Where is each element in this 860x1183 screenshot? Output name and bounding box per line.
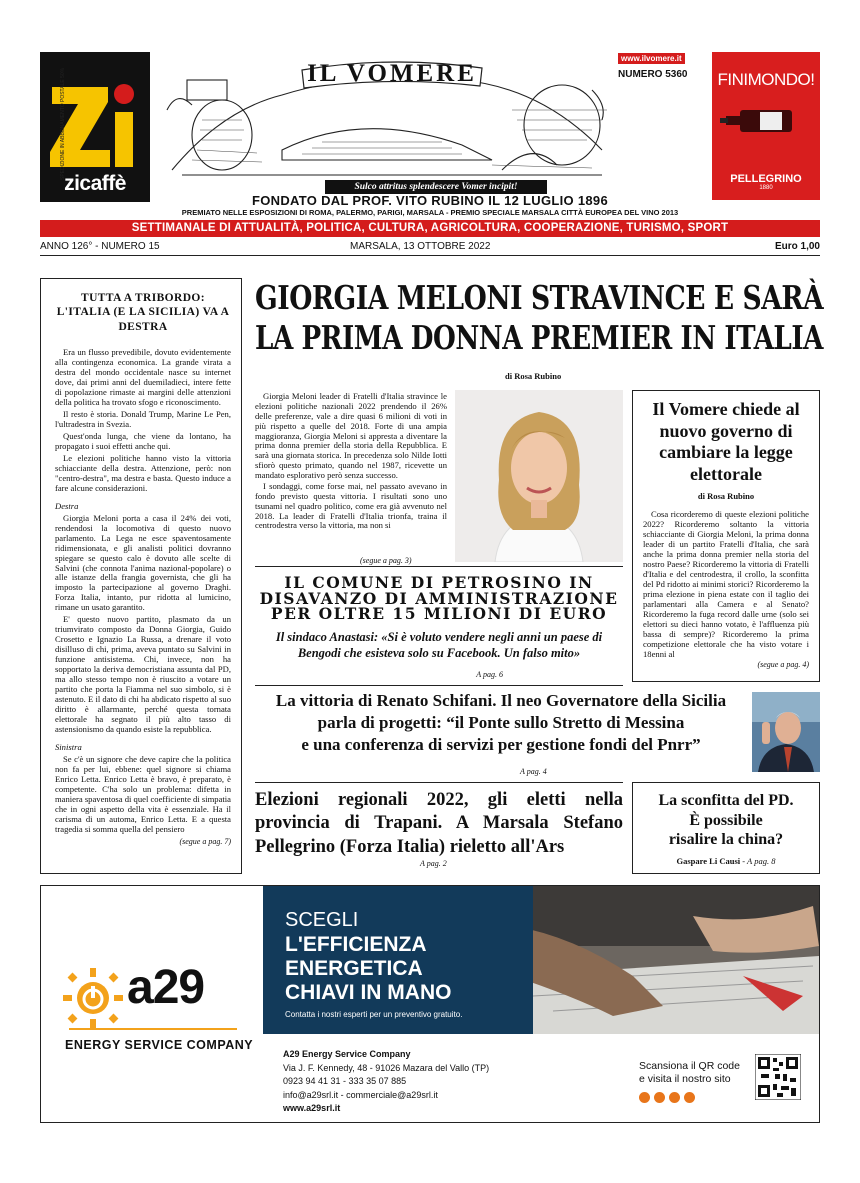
a29-brand: a29 — [127, 961, 205, 1014]
a29-tagline: ENERGY SERVICE COMPANY — [65, 1038, 254, 1052]
editorial-paragraph: E' questo nuovo partito, plasmato da un triumvirato composto da Donna Giorgia, Guido Crosetto e Ignazio La Russa, a drenare il voto disilluso di chi, prima, aveva puntato su Salvini in funzione antisistema. Chi, invece, non ha sopportato la deriva democristiana assunta dal PD, ma allo stesso tempo non è riuscito a votare un partito che porta la Fiamma nel suo simbolo, si è astenuto. E il dato di chi ha abdicato rispetto al suo diritto è allarmante, perché questa tornata elettorale ha segnato il più alto tasso di astensionismo da quando esiste la repubblica. — [55, 614, 231, 734]
zicaffe-ad[interactable] — [40, 52, 150, 202]
sidebox-text: Cosa ricorderemo di queste elezioni politiche 2022? Ricorderemo soltanto la vittoria schiacciante di Giorgia Meloni, la prima donna leader di un partito Fratelli d'Italia, che sarà anche la prima donna premier nella storia del nostro Paese? Ricorderemo la vittoria di Fratelli d'Italia e del centrodestra, il crollo, la sconfitta del Pd ridotto ai minimi storici? Ricorderemo la prima elezione in piena estate con il taglio dei parlamentari alla Camera e al Senato? Ricorderemo la fuga record dalle urne (solo sei elettori su dieci hanno votato, è l'affluenza più bassa di sempre)? Ricorderemo la prima competizione elettorale che ha visto votare i 18enni al — [643, 509, 809, 659]
contact-block — [283, 1048, 489, 1116]
wine-bottle-icon — [712, 90, 820, 160]
editorial-paragraph: Quest'onda lunga, che viene da lontano, ha propagato i suoi effetti anche qui. — [55, 430, 231, 451]
headline-line: GIORGIA MELONI STRAVINCE E SARÀ — [255, 278, 824, 317]
editorial-subhead: Destra — [55, 500, 79, 511]
petrosino-title-line: DISAVANZO DI AMMINISTRAZIONE — [259, 588, 619, 608]
lead-article — [255, 392, 447, 532]
editorial-continue[interactable]: (segue a pag. 7) — [179, 836, 231, 846]
editorial-column — [40, 278, 242, 874]
pd-author: Gaspare Li Causi — [676, 855, 741, 866]
awards-line: PREMIATO NELLE ESPOSIZIONI DI ROMA, PALERMO, PARIGI, MARSALA - PREMIO SPECIALE MARSALA CITTÀ EUROPEA DEL VINO 2013 — [181, 208, 679, 217]
qr-code-icon[interactable] — [755, 1054, 801, 1100]
qr-text: e visita il nostro sito — [639, 1073, 731, 1086]
petrosino-title-line: IL COMUNE DI PETROSINO IN — [284, 573, 594, 592]
subtitle-band: SETTIMANALE DI ATTUALITÀ, POLITICA, CULTURA, AGRICOLTURA, COOPERAZIONE, TURISMO, SPORT — [40, 220, 820, 237]
a29-advertisement[interactable] — [40, 885, 820, 1123]
pd-title-line: La sconfitta del PD. — [658, 792, 794, 809]
schifani-line: parla di progetti: “il Ponte sullo Stretto di Messina — [317, 712, 685, 732]
price: Euro 1,00 — [774, 241, 820, 252]
schifani-headline — [255, 690, 747, 755]
issue-info — [618, 48, 708, 80]
company-address: Via J. F. Kennedy, 48 - 91026 Mazara del Vallo (TP) — [283, 1062, 490, 1073]
petrosino-page-ref[interactable]: A pag. 6 — [476, 670, 503, 680]
petrosino-article — [255, 566, 623, 686]
issue-date: MARSALA, 13 OTTOBRE 2022 — [350, 241, 491, 252]
petrosino-subtitle: Il sindaco Anastasi: «Si è voluto vendere negli anni un paese di Bengodi che esisteva solo su Facebook. Un falso mito» — [275, 629, 603, 661]
pd-page-ref[interactable]: - A pag. 8 — [742, 855, 776, 866]
a29-banner — [263, 886, 819, 1034]
motto-banner: Sulco attritus splendescere Vomer incipit! — [325, 180, 547, 194]
a29-contacts — [263, 1034, 819, 1122]
schifani-line: e una conferenza di servizi per gestione fondi del Pnrr” — [301, 734, 701, 754]
editorial-paragraph: Il resto è storia. Donald Trump, Marine Le Pen, l'ultradestra in Svezia. — [55, 408, 231, 429]
a29-logo-area — [41, 886, 263, 1122]
sidebox-electoral-law — [632, 390, 820, 682]
pd-title-line: È possibile — [689, 811, 763, 829]
editorial-paragraph: Se c'è un signore che deve capire che la politica non fa per lui, ebbene: quel signore si chiama Enrico Letta. Enrico Letta è bravo, è preparato, è competente. C'ha solo un problema: difetta in maniera spaventosa di quel coefficiente di simpatia che in ogni aspetto della vita è essenziale. Ha il carisma di un automa, Enrico Letta. E a questa tragedia si somma quella del pensiero — [55, 753, 231, 834]
issue-info-line — [40, 240, 820, 256]
spedizione-text: SPEDIZIONE IN ABBONAMENTO POSTALE 50% — [60, 67, 66, 180]
power-sun-icon — [63, 968, 123, 1028]
elezioni-page-ref[interactable]: A pag. 2 — [420, 859, 447, 868]
lead-paragraph: Giorgia Meloni leader di Fratelli d'Italia stravince le elezioni politiche nazionali 2022 prendendo il 26% delle preferenze, vale a dire quasi 6 milioni di voti in più rispetto a quelle del 2018. Forte di una ampia maggioranza, Giorgia Meloni si appresta a diventare la prima donna premier della storia della Repubblica. E sarà una giornata storica. In precedenza solo Nilde Iotti sfiorò questo primato, quando nel 1987, ricevette un mandato esplorativo però senza successo. — [255, 391, 447, 480]
pd-article-box — [632, 782, 820, 874]
editorial-subhead: Sinistra — [55, 741, 82, 752]
website-label[interactable]: www.ilvomere.it — [618, 53, 685, 64]
editorial-paragraph: Le elezioni politiche hanno visto la vittoria schiacciante della destra. Attenzione, però: non "centro-destra", ma destra e basta. Questo induce a fare alcune considerazioni. — [55, 452, 231, 493]
qr-text: Scansiona il QR code — [639, 1060, 740, 1072]
company-website[interactable]: www.a29srl.it — [283, 1103, 341, 1113]
masthead-title: IL VOMERE — [307, 60, 477, 87]
whatsapp-icon[interactable] — [684, 1092, 695, 1103]
schifani-photo — [752, 692, 820, 772]
company-email[interactable]: info@a29srl.it - commerciale@a29srl.it — [283, 1089, 438, 1100]
finimondo-headline: FINIMONDO! — [717, 70, 815, 89]
a29-underline — [69, 1028, 237, 1030]
ad-headline-line: CHIAVI IN MANO — [285, 981, 452, 1005]
pd-title-line: risalire la china? — [668, 831, 784, 849]
zicaffe-brand: zicaffè — [64, 172, 126, 195]
pellegrino-year: 1880 — [759, 185, 773, 191]
meloni-photo — [455, 390, 623, 562]
lead-byline: di Rosa Rubino — [505, 371, 562, 381]
pellegrino-ad[interactable] — [712, 52, 820, 200]
social-icons — [639, 1092, 695, 1103]
pellegrino-brand: PELLEGRINO — [730, 173, 802, 185]
issue-number: NUMERO 5360 — [618, 69, 688, 80]
masthead-illustration — [162, 50, 612, 195]
lead-paragraph: I sondaggi, come forse mai, nel passato avevano in fondo previsto questa vittoria. I risultati sono uno tsunami nel quadro politico, come era già avvenuto nel 2018. La leader di Fratelli d'Italia trionfa, traina il centrodestra verso la vittoria, ma non si — [255, 480, 447, 531]
sidebox-title: Il Vomere chiede al nuovo governo di cambiare la legge elettorale — [652, 399, 800, 484]
anno-numero: ANNO 126° - NUMERO 15 — [40, 241, 160, 252]
headline-line: LA PRIMA DONNA PREMIER IN ITALIA — [255, 317, 824, 357]
schifani-page-ref[interactable]: A pag. 4 — [520, 767, 547, 776]
instagram-icon[interactable] — [654, 1092, 665, 1103]
ad-headline-1: SCEGLI — [285, 909, 359, 931]
linkedin-icon[interactable] — [669, 1092, 680, 1103]
petrosino-title-line: PER OLTRE 15 MILIONI DI EURO — [270, 604, 608, 623]
lead-continue[interactable]: (segue a pag. 3) — [360, 556, 412, 565]
company-phone[interactable]: 0923 94 41 31 - 333 35 07 885 — [283, 1076, 407, 1086]
lead-headline — [255, 278, 823, 357]
elezioni-headline: Elezioni regionali 2022, gli eletti nella provincia di Trapani. A Marsala Stefano Pellegrino (Forza Italia) rieletto all'Ars — [255, 782, 623, 874]
ad-headline-block — [285, 933, 451, 1005]
ad-headline-line: L'EFFICIENZA — [285, 933, 427, 956]
editorial-paragraph: Era un flusso prevedibile, dovuto evidentemente alla contingenza economica. La grande virata a destra del mondo occidentale nasce su internet dove, dai primi anni del duemiladieci, intere fette di popolazione rimaste ai margini delle attenzioni della politica ha trovato sfogo e riconoscimento. — [55, 347, 231, 407]
editorial-paragraph: Giorgia Meloni porta a casa il 24% dei voti, rendendosi la locomotiva di questo nuovo parlamento. La Lega ne esce spaventosamente ridimensionata, e gli analisti politici dovranno spiegare se questo calo è dovuto alle scelte di Salvini (che connota l'anima nazional-popolare) o alle istanze della frangia governista, che gli ha imposto la partecipazione al governo Draghi. Forza Italia, intanto, pur ridotta al lumicino, rimane un usato garantito. — [55, 512, 231, 613]
company-name: A29 Energy Service Company — [283, 1049, 411, 1059]
sidebox-continue[interactable]: (segue a pag. 4) — [757, 659, 809, 669]
banner-photo — [513, 886, 819, 1034]
sidebox-byline: di Rosa Rubino — [697, 491, 755, 502]
qr-prompt — [639, 1060, 740, 1086]
founded-line: FONDATO DAL PROF. VITO RUBINO IL 12 LUGLIO 1896 — [251, 193, 608, 208]
ad-headline-line: ENERGETICA — [285, 957, 423, 981]
facebook-icon[interactable] — [639, 1092, 650, 1103]
schifani-line: La vittoria di Renato Schifani. Il neo Governatore della Sicilia — [275, 691, 727, 710]
ad-small-text: Contatta i nostri esperti per un preventivo gratuito. — [285, 1010, 463, 1019]
editorial-title: TUTTA A TRIBORDO: L'ITALIA (E LA SICILIA) VA A DESTRA — [56, 292, 230, 333]
